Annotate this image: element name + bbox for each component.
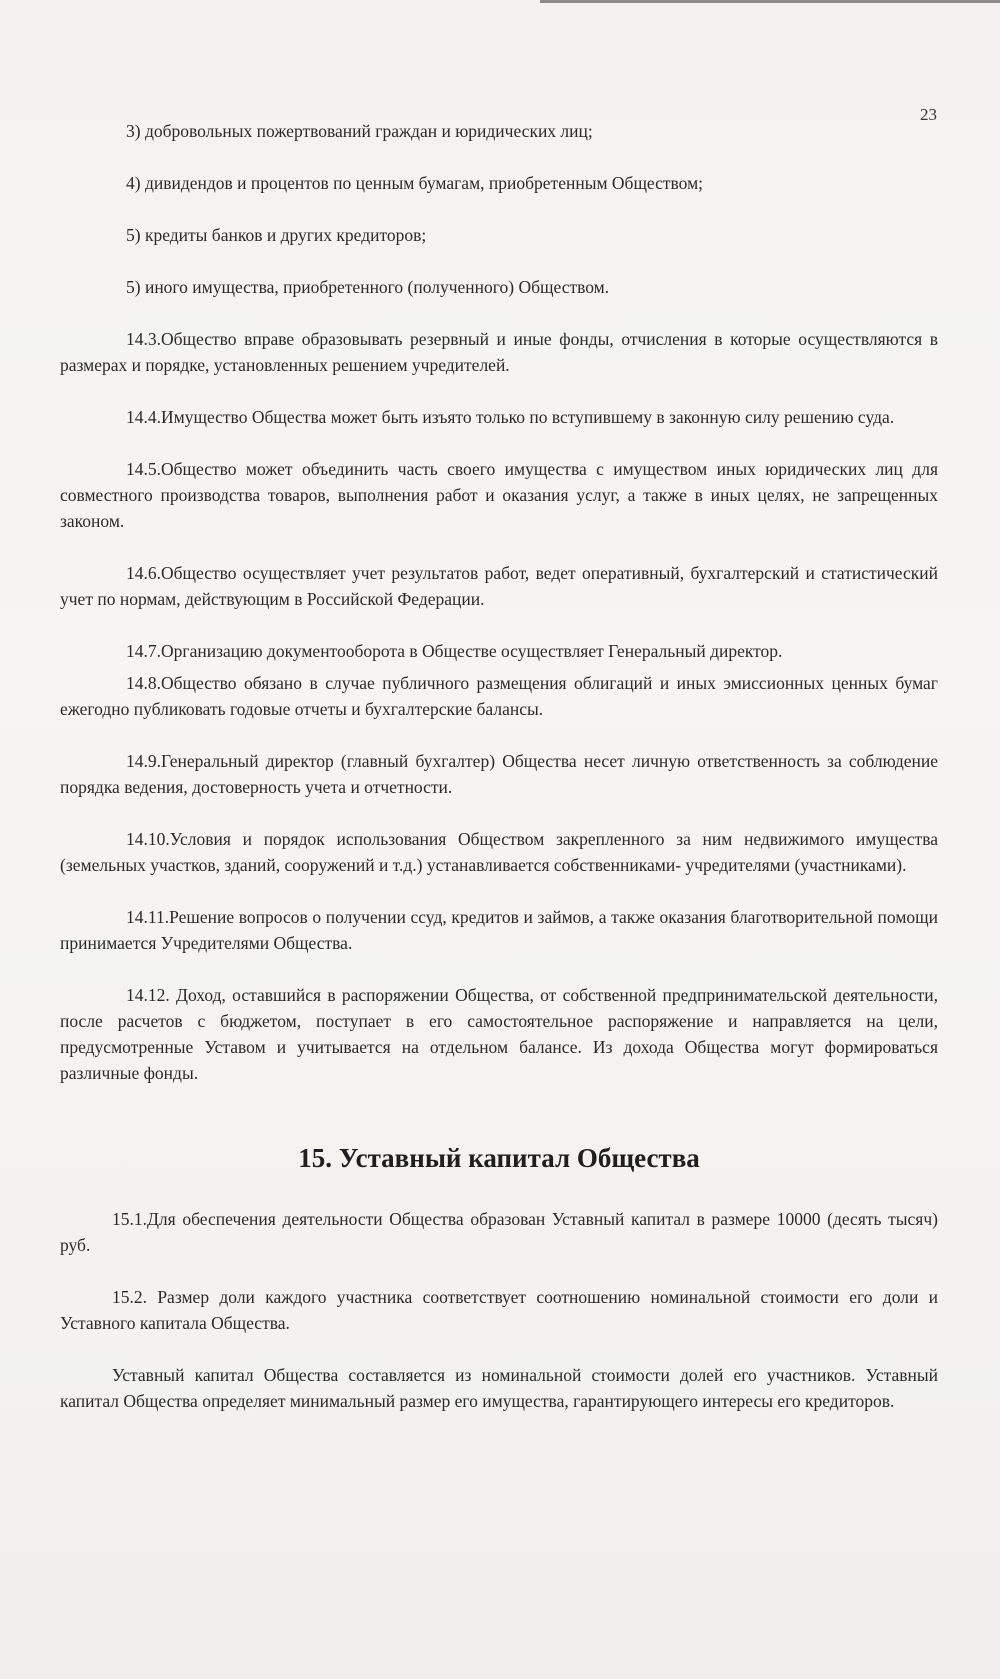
list-item: 5) иного имущества, приобретенного (полученного) Обществом.	[126, 277, 610, 297]
clause-14-9: 14.9.Генеральный директор (главный бухгалтер) Общества несет личную ответственность за соблюдение порядка ведения, достоверность учета и отчетности.	[60, 751, 938, 797]
capital-description: Уставный капитал Общества составляется из номинальной стоимости долей его участников. Уставный капитал Общества определяет минимальный размер его имущества, гарантирующего интересы его кредиторов.	[60, 1365, 938, 1411]
list-item: 3) добровольных пожертвований граждан и юридических лиц;	[126, 121, 593, 141]
clause-15-2: 15.2. Размер доли каждого участника соответствует соотношению номинальной стоимости его доли и Уставного капитала Общества.	[60, 1287, 938, 1333]
list-item: 4) дивидендов и процентов по ценным бумагам, приобретенным Обществом;	[126, 173, 704, 193]
clause-15-1: 15.1.Для обеспечения деятельности Общества образован Уставный капитал в размере 10000 (десять тысяч) руб.	[60, 1209, 938, 1255]
clause-14-11: 14.11.Решение вопросов о получении ссуд, кредитов и займов, а также оказания благотворительной помощи принимается Учредителями Общества.	[60, 907, 938, 953]
clause-14-12: 14.12. Доход, оставшийся в распоряжении Общества, от собственной предпринимательской деятельности, после расчетов с бюджетом, поступает в его самостоятельное распоряжение и направляется на цели, предусмотренные Уставом и учитывается на отдельном балансе. Из дохода Общества могут формироваться различные фонды.	[60, 985, 938, 1083]
document-body	[60, 118, 938, 1440]
clause-14-8: 14.8.Общество обязано в случае публичного размещения облигаций и иных эмиссионных ценных бумаг ежегодно публиковать годовые отчеты и бухгалтерские балансы.	[60, 673, 938, 719]
list-item: 5) кредиты банков и других кредиторов;	[126, 225, 427, 245]
clause-14-5: 14.5.Общество может объединить часть своего имущества с имуществом иных юридических лиц для совместного производства товаров, выполнения работ и оказания услуг, а также в иных целях, не запрещенных законом.	[60, 459, 938, 531]
page-top-edge	[540, 0, 1000, 3]
clause-14-3: 14.3.Общество вправе образовывать резервный и иные фонды, отчисления в которые осуществляются в размерах и порядке, установленных решением учредителей.	[60, 329, 938, 375]
clause-14-7: 14.7.Организацию документооборота в Обществе осуществляет Генеральный директор.	[126, 641, 783, 661]
section-heading: 15. Уставный капитал Общества	[298, 1143, 700, 1173]
clause-14-6: 14.6.Общество осуществляет учет результатов работ, ведет оперативный, бухгалтерский и статистический учет по нормам, действующим в Российской Федерации.	[60, 563, 938, 609]
page-number: 23	[920, 105, 937, 124]
clause-14-4: 14.4.Имущество Общества может быть изъято только по вступившему в законную силу решению суда.	[126, 407, 895, 427]
clause-14-10: 14.10.Условия и порядок использования Обществом закрепленного за ним недвижимого имущества (земельных участков, зданий, сооружений и т.д.) устанавливается собственниками- учредителями (участниками).	[60, 829, 938, 875]
